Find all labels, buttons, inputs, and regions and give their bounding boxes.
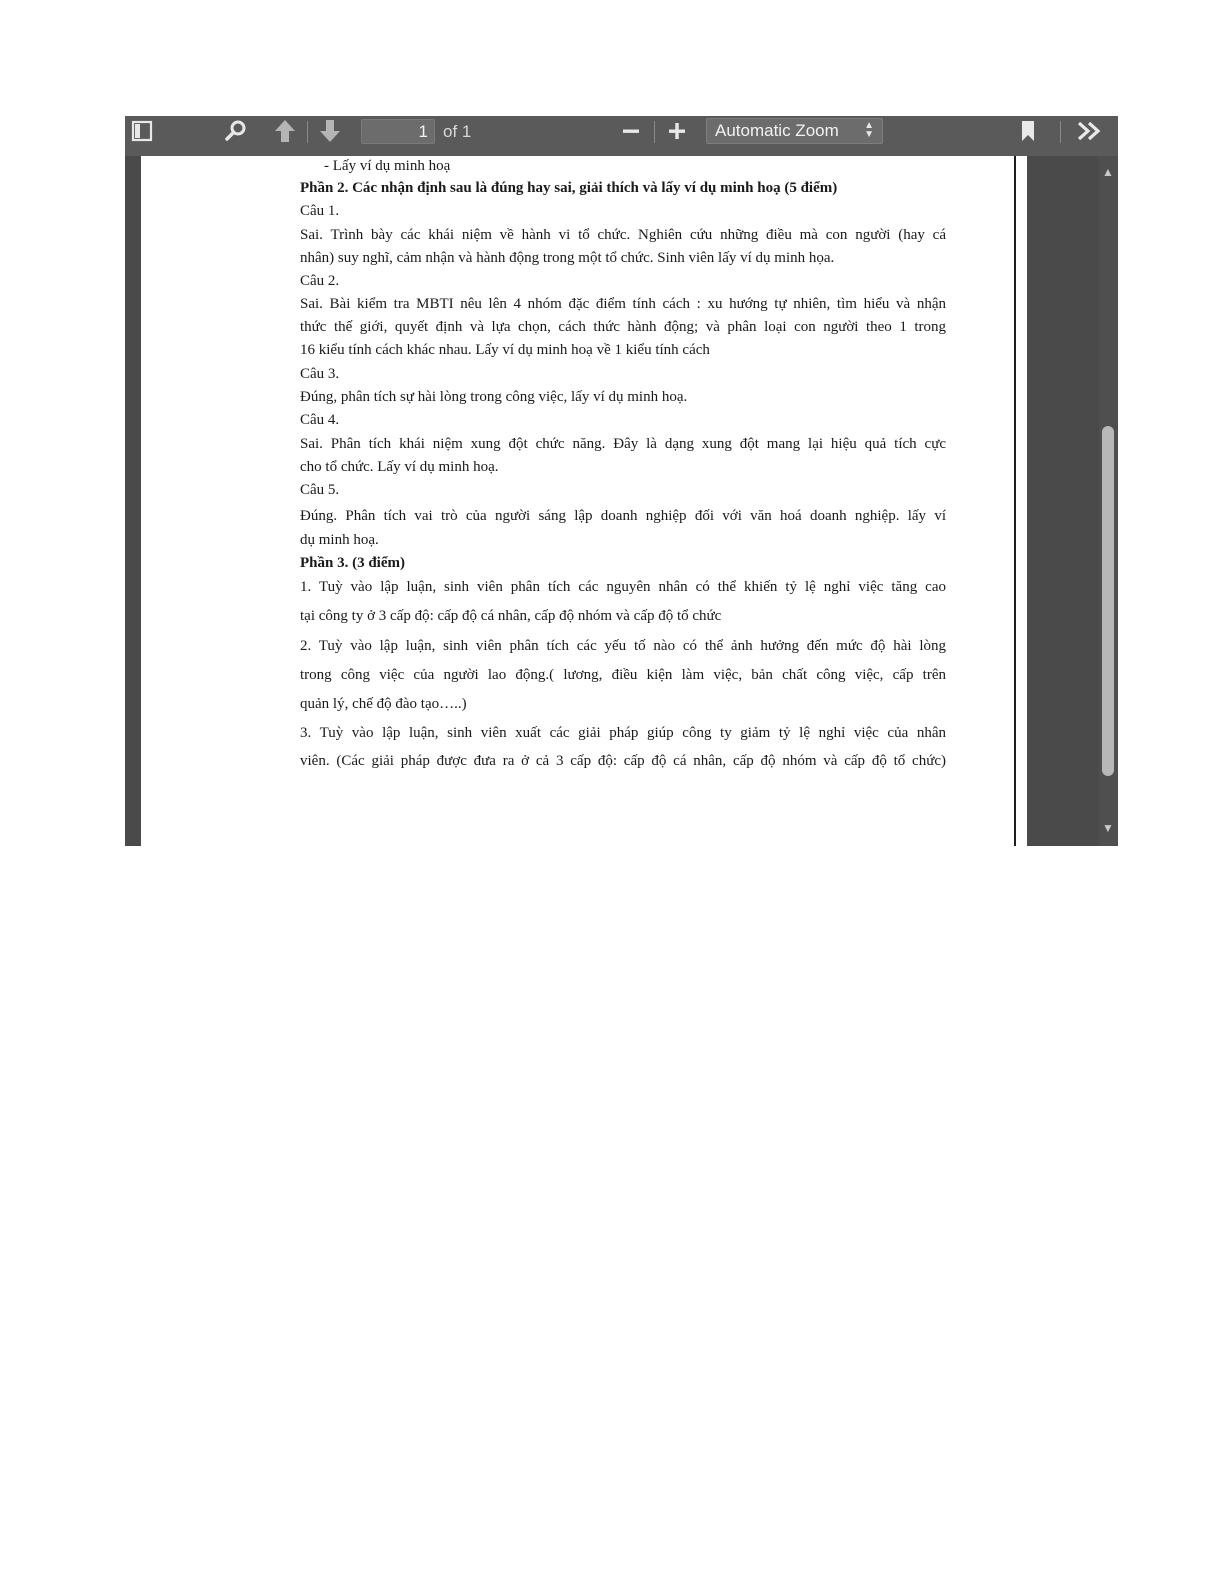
text-line: Đúng, phân tích sự hài lòng trong công việc, lấy ví dụ minh hoạ. (300, 389, 688, 405)
pdf-viewer (125, 116, 1118, 846)
text-line: dụ minh hoạ. (300, 532, 379, 548)
text-line: trong công việc của người lao động.( lương, điều kiện làm việc, bản chất công việc, cấp trên (300, 667, 946, 683)
toolbar-separator (654, 121, 655, 143)
text-line: quản lý, chế độ đào tạo…..) (300, 696, 467, 712)
toolbar (125, 116, 1118, 156)
section-heading: Phần 3. (3 điểm) (300, 555, 405, 571)
zoom-select[interactable] (706, 118, 883, 144)
toolbar-separator (1060, 121, 1061, 143)
zoom-select-value: Automatic Zoom (715, 121, 839, 140)
bookmark-icon[interactable] (1016, 117, 1040, 145)
text-line: Câu 4. (300, 412, 340, 428)
text-line: Câu 3. (300, 366, 340, 382)
text-line: Đúng. Phân tích vai trò của người sáng lập doanh nghiệp đối với văn hoá doanh nghiệp. lấy ví (300, 508, 946, 524)
text-line: Câu 1. (300, 203, 340, 219)
arrow-down-icon[interactable] (316, 117, 344, 145)
minus-icon[interactable] (617, 117, 645, 145)
plus-icon[interactable] (663, 117, 691, 145)
vertical-scrollbar[interactable] (1099, 156, 1118, 846)
text-line: 16 kiểu tính cách khác nhau. Lấy ví dụ minh hoạ về 1 kiểu tính cách (300, 342, 710, 358)
text-line: Câu 2. (300, 273, 340, 289)
text-line: Sai. Bài kiểm tra MBTI nêu lên 4 nhóm đặc điểm tính cách : xu hướng tự nhiên, tìm hiểu và nhận (300, 296, 946, 312)
select-arrows-icon: ▲ ▼ (864, 120, 874, 140)
scrollbar-thumb[interactable] (1102, 426, 1114, 776)
page-margin (1016, 156, 1027, 846)
text-line: Sai. Phân tích khái niệm xung đột chức năng. Đây là dạng xung đột mang lại hiệu quả tích cực (300, 436, 946, 452)
document-area[interactable] (125, 156, 1118, 846)
text-line: Sai. Trình bày các khái niệm về hành vi tổ chức. Nghiên cứu những điều mà con người (hay cá (300, 227, 946, 243)
text-line: 2. Tuỳ vào lập luận, sinh viên phân tích các yếu tố nào có thể ảnh hưởng đến mức độ hài lòng (300, 638, 946, 654)
pdf-page (141, 156, 1027, 846)
text-line: nhân) suy nghĩ, cảm nhận và hành động trong một tổ chức. Sinh viên lấy ví dụ minh họa. (300, 250, 835, 266)
text-line: cho tổ chức. Lấy ví dụ minh hoạ. (300, 459, 499, 475)
page-number-input[interactable]: 1 (361, 119, 435, 144)
search-icon[interactable] (222, 117, 250, 145)
double-chevron-right-icon[interactable] (1074, 117, 1106, 145)
sidebar-toggle-icon[interactable] (129, 117, 155, 145)
text-line: 1. Tuỳ vào lập luận, sinh viên phân tích các nguyên nhân có thể khiến tỷ lệ nghỉ việc tăng cao (300, 579, 946, 595)
text-line: viên. (Các giải pháp được đưa ra ở cả 3 cấp độ: cấp độ cá nhân, cấp độ nhóm và cấp độ tổ chức) (300, 753, 946, 769)
text-line: tại công ty ở 3 cấp độ: cấp độ cá nhân, cấp độ nhóm và cấp độ tổ chức (300, 608, 722, 624)
text-line: thức thế giới, quyết định và lựa chọn, cách thức hành động; và phân loại con người theo 1 trong (300, 319, 946, 335)
toolbar-separator (307, 121, 308, 143)
text-line: 3. Tuỳ vào lập luận, sinh viên xuất các giải pháp giúp công ty giảm tỷ lệ nghỉ việc của nhân (300, 725, 946, 741)
arrow-up-icon[interactable] (271, 117, 299, 145)
section-heading: Phần 2. Các nhận định sau là đúng hay sai, giải thích và lấy ví dụ minh hoạ (5 điểm) (300, 180, 838, 196)
page-count-label: of 1 (443, 122, 472, 141)
scroll-down-icon[interactable]: ▼ (1102, 821, 1114, 835)
text-line: Câu 5. (300, 482, 340, 498)
scroll-up-icon[interactable]: ▲ (1102, 165, 1114, 179)
text-line: - Lấy ví dụ minh hoạ (324, 158, 451, 174)
